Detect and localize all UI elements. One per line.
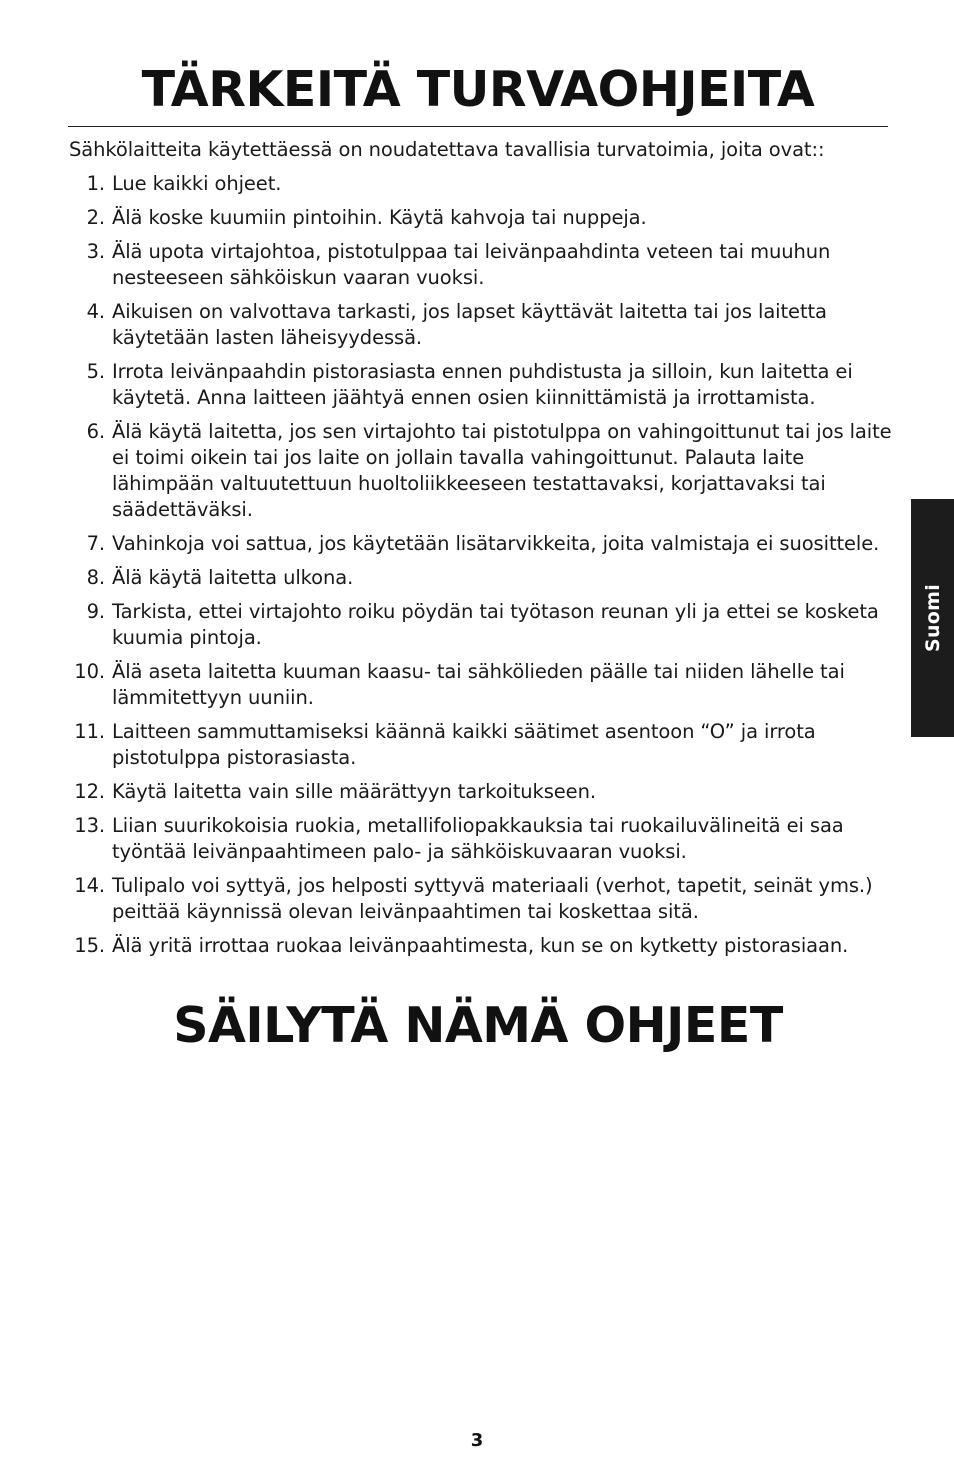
item-number: 4.	[86, 300, 105, 323]
list-item	[69, 779, 894, 805]
page-number: 3	[470, 1430, 484, 1451]
language-tab-label: Suomi	[921, 583, 944, 653]
item-text: Älä yritä irrottaa ruokaa leivänpaahtimesta, kun se on kytketty pistorasiaan.	[112, 934, 849, 957]
item-number: 12.	[74, 780, 105, 803]
item-text: Älä käytä laitetta, jos sen virtajohto tai pistotulppa on vahingoittunut tai jos laite ei toimi oikein tai jos laite on jollain tavalla vahingoittunut. Palauta laite lähimpään valtuutettuun huoltoliikkeeseen testattavaksi, korjattavaksi tai säädettäväksi.	[112, 420, 892, 521]
item-number: 9.	[86, 600, 105, 623]
list-item	[69, 299, 894, 351]
item-number: 13.	[74, 814, 105, 837]
item-number: 2.	[86, 206, 105, 229]
item-number: 1.	[86, 172, 105, 195]
item-number: 5.	[86, 360, 105, 383]
item-text: Älä aseta laitetta kuuman kaasu- tai sähkölieden päälle tai niiden lähelle tai lämmitettyyn uuniin.	[112, 660, 845, 709]
item-number: 14.	[74, 874, 105, 897]
list-item	[69, 239, 894, 291]
item-number: 8.	[86, 566, 105, 589]
language-tab	[911, 499, 954, 737]
item-text: Käytä laitetta vain sille määrättyyn tarkoitukseen.	[112, 780, 596, 803]
list-item	[69, 531, 894, 557]
list-item	[69, 565, 894, 591]
item-text: Liian suurikokoisia ruokia, metallifoliopakkauksia tai ruokailuvälineitä ei saa työntää leivänpaahtimeen palo- ja sähköiskuvaaran vuoksi.	[112, 814, 844, 863]
item-text: Älä upota virtajohtoa, pistotulppaa tai leivänpaahdinta veteen tai muuhun nesteeseen sähköiskun vaaran vuoksi.	[112, 240, 831, 289]
list-item	[69, 873, 894, 925]
item-text: Älä käytä laitetta ulkona.	[112, 566, 354, 589]
item-text: Irrota leivänpaahdin pistorasiasta ennen puhdistusta ja silloin, kun laitetta ei käytetä. Anna laitteen jäähtyä ennen osien kiinnittämistä ja irrottamista.	[112, 360, 853, 409]
list-item	[69, 171, 894, 197]
item-text: Tulipalo voi syttyä, jos helposti syttyvä materiaali (verhot, tapetit, seinät yms.) peittää käynnissä olevan leivänpaahtimen tai koskettaa sitä.	[112, 874, 873, 923]
page-title: TÄRKEITÄ TURVAOHJEITA	[141, 61, 815, 118]
item-text: Vahinkoja voi sattua, jos käytetään lisätarvikkeita, joita valmistaja ei suosittele.	[112, 532, 880, 555]
item-text: Älä koske kuumiin pintoihin. Käytä kahvoja tai nuppeja.	[112, 206, 647, 229]
list-item	[69, 599, 894, 651]
list-item	[69, 205, 894, 231]
list-item	[69, 719, 894, 771]
list-item	[69, 359, 894, 411]
item-number: 6.	[86, 420, 105, 443]
title-divider	[68, 126, 888, 127]
item-text: Aikuisen on valvottava tarkasti, jos lapset käyttävät laitetta tai jos laitetta käytetään lasten läheisyydessä.	[112, 300, 827, 349]
item-text: Tarkista, ettei virtajohto roiku pöydän tai työtason reunan yli ja ettei se kosketa kuumia pintoja.	[112, 600, 879, 649]
item-number: 10.	[74, 660, 105, 683]
safety-instructions-list	[69, 171, 894, 967]
item-text: Lue kaikki ohjeet.	[112, 172, 282, 195]
intro-paragraph: Sähkölaitteita käytettäessä on noudatettava tavallisia turvatoimia, joita ovat::	[69, 138, 825, 161]
list-item	[69, 419, 894, 523]
list-item	[69, 933, 894, 959]
item-number: 7.	[86, 532, 105, 555]
closing-title: SÄILYTÄ NÄMÄ OHJEET	[173, 997, 783, 1054]
item-number: 11.	[74, 720, 105, 743]
item-text: Laitteen sammuttamiseksi käännä kaikki säätimet asentoon “O” ja irrota pistotulppa pistorasiasta.	[112, 720, 816, 769]
list-item	[69, 813, 894, 865]
list-item	[69, 659, 894, 711]
item-number: 3.	[86, 240, 105, 263]
item-number: 15.	[74, 934, 105, 957]
